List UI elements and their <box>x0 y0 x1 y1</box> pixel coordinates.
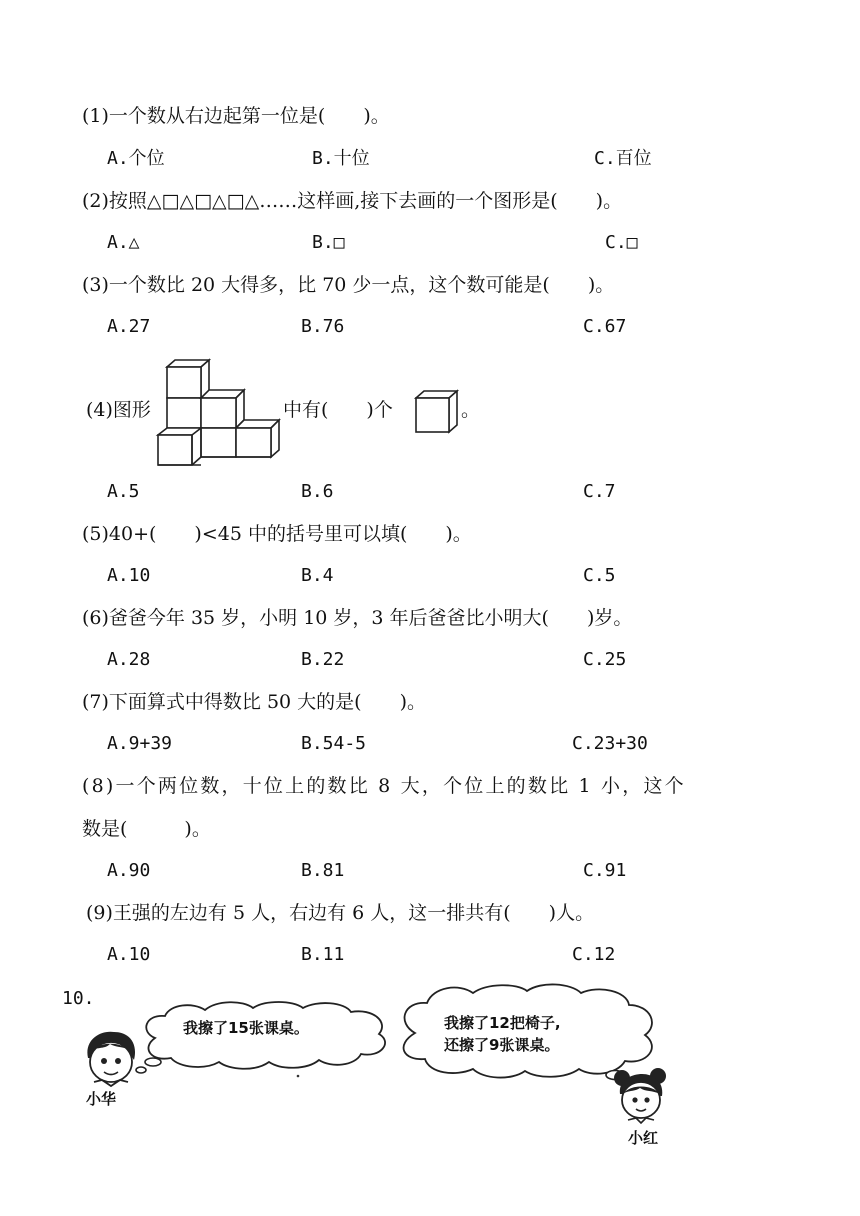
right-speech-text-line2: 还擦了9张课桌。 <box>444 1036 560 1054</box>
question-3-option-c: C.67 <box>583 316 627 337</box>
question-6-option-c: C.25 <box>583 649 627 670</box>
question-6-stem: (6)爸爸今年 35 岁，小明 10 岁，3 年后爸爸比小明大( )岁。 <box>82 607 633 629</box>
question-8-option-c: C.91 <box>583 860 627 881</box>
question-3-option-a: A.27 <box>107 316 151 337</box>
question-9-option-b: B.11 <box>301 944 345 965</box>
question-4-option-a: A.5 <box>107 481 140 502</box>
question-1-option-b: B.十位 <box>312 148 370 169</box>
question-5-option-a: A.10 <box>107 565 151 586</box>
left-speech-text: 我擦了15张课桌。 <box>183 1019 309 1037</box>
question-10-number: 10. <box>62 988 95 1009</box>
single-cube-icon <box>413 388 461 436</box>
question-8-stem-line1: (8)一个两位数，十位上的数比 8 大，个位上的数比 1 小，这个 <box>82 775 686 797</box>
boy-illustration <box>80 1030 140 1088</box>
question-4-stem-part1: (4)图形 <box>86 399 151 421</box>
question-4-stem-part2: 中有( )个 <box>283 399 393 421</box>
question-7-option-c: C.23+30 <box>572 733 648 754</box>
question-9-option-a: A.10 <box>107 944 151 965</box>
question-7-option-b: B.54-5 <box>301 733 367 754</box>
question-3-option-b: B.76 <box>301 316 345 337</box>
question-2-stem: (2)按照△□△□△□△……这样画,接下去画的一个图形是( )。 <box>82 190 623 212</box>
question-1-option-a: A.个位 <box>107 148 165 169</box>
girl-illustration <box>610 1068 670 1126</box>
girl-name-label: 小红 <box>628 1129 659 1147</box>
right-speech-text-line1: 我擦了12把椅子, <box>444 1014 561 1032</box>
boy-name-label: 小华 <box>86 1090 117 1108</box>
question-2-option-a: A.△ <box>107 232 140 253</box>
question-5-option-b: B.4 <box>301 565 334 586</box>
question-9-stem: (9)王强的左边有 5 人，右边有 6 人，这一排共有( )人。 <box>86 902 595 924</box>
question-9-option-c: C.12 <box>572 944 616 965</box>
question-4-option-b: B.6 <box>301 481 334 502</box>
question-7-option-a: A.9+39 <box>107 733 173 754</box>
question-4-stem-part3: 。 <box>461 399 481 421</box>
question-3-stem: (3)一个数比 20 大得多，比 70 少一点，这个数可能是( )。 <box>82 274 615 296</box>
question-2-option-b: B.□ <box>312 232 345 253</box>
question-2-option-c: C.□ <box>605 232 638 253</box>
question-6-option-a: A.28 <box>107 649 151 670</box>
question-8-option-a: A.90 <box>107 860 151 881</box>
question-4-option-c: C.7 <box>583 481 616 502</box>
question-8-option-b: B.81 <box>301 860 345 881</box>
question-6-option-b: B.22 <box>301 649 345 670</box>
question-5-option-c: C.5 <box>583 565 616 586</box>
question-1-option-c: C.百位 <box>594 148 652 169</box>
question-1-stem: (1)一个数从右边起第一位是( )。 <box>82 105 390 127</box>
question-8-stem-line2: 数是( )。 <box>82 818 211 840</box>
decorative-dot <box>296 1074 300 1078</box>
cube-stack-figure <box>158 360 283 465</box>
question-7-stem: (7)下面算式中得数比 50 大的是( )。 <box>82 691 426 713</box>
question-5-stem: (5)40+( )<45 中的括号里可以填( )。 <box>82 523 472 545</box>
